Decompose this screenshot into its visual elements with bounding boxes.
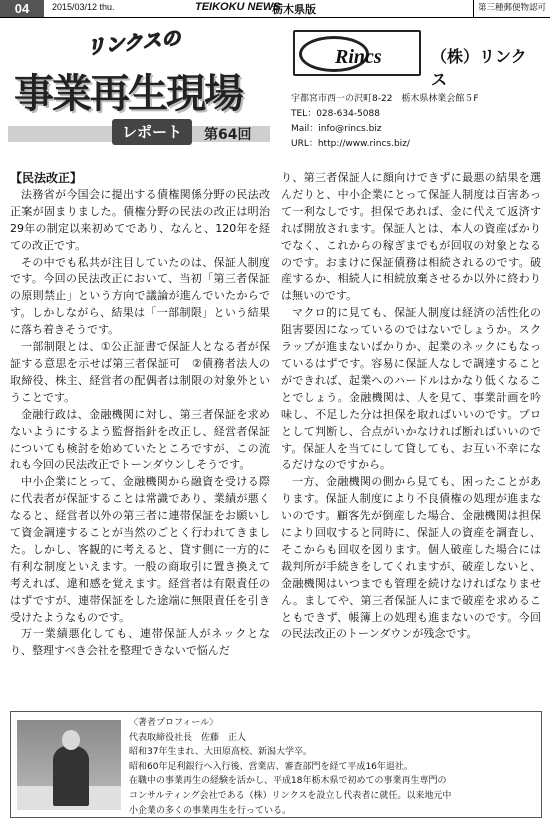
company-logo <box>293 30 421 76</box>
profile-text <box>129 716 537 818</box>
newspaper-name: TEIKOKU NEWS <box>195 1 281 13</box>
photo-head <box>62 730 80 750</box>
company-name: （株）リンクス <box>431 47 527 89</box>
page-header <box>0 0 550 18</box>
issue-date: 2015/03/12 thu. <box>52 2 115 12</box>
paragraph: その中でも私共が注目していたのは、保証人制度です。今回の民法改正において、当初「第三者保証の原則禁止」という方向で議論が進んでいたからです。しかしながら、結果は「一部制限」という結果に落ち着きそうです。 <box>10 255 270 337</box>
paragraph: 一方、金融機関の側から見ても、困ったことがあります。保証人制度により不良債権の処理が進まないのです。顧客先が倒産した場合、金融機関は担保により回収すると同時に、保証人の資産を調査し、そこからも回収を図ります。個人破産した場合には裁判所が手続きをしてくれますが、破産しないと、金融機関はいつまでも管理を続けなければなりません。ましてや、第三者保証人にまで破産を求めることもできず、帳簿上の処理も進まないのです。今回の民法改正のトーンダウンが残念です。 <box>281 475 541 641</box>
author-profile <box>10 711 542 818</box>
profile-line: 在職中の事業再生の経験を活かし、平成18年栃木県で初めての事業再生専門の <box>129 776 447 787</box>
paragraph: 一部制限とは、①公正証書で保証人となる者が保証する意思を示せば第三者保証可 ②債務者法人の取締役、株主、経営者の配偶者は制限の対象外ということです。 <box>10 340 270 404</box>
profile-line: 代表取締役社長 佐藤 正人 <box>129 732 247 743</box>
company-mail: Mail：info@rincs.biz <box>291 124 382 134</box>
edition-label: 栃木県版 <box>272 3 316 16</box>
company-address: 宇都宮市西一の沢町8-22 栃木県林業会館５F <box>291 94 479 104</box>
banner-issue-number: 第64回 <box>204 127 252 143</box>
banner-report-label: レポート <box>112 119 192 145</box>
company-tel: TEL：028-634-5088 <box>291 109 380 119</box>
paragraph: 万一業績悪化しても、連帯保証人がネックとなり、整理すべき会社を整理できないで悩んだ <box>10 627 270 658</box>
company-box <box>281 24 541 164</box>
profile-line: 昭和37年生まれ、大田原高校、新潟大学卒。 <box>129 747 312 758</box>
author-photo <box>17 720 121 810</box>
column-banner <box>8 24 270 156</box>
paragraph: マクロ的に見ても、保証人制度は経済の活性化の阻害要因になっているのではないでしょうか。スクラップが進まないばかりか、起業のネックにもなっているはずです。容易に保証人なしで調達することができれば、起業へのハードルはかなり低くなることでしょう。金融機関は、人を見て、事業計画を吟味し、不足した分は担保を取ればいいのです。プロとして判断し、合点がいかなければ断ればいいのです。保証人を当てにして貸しても、お互い不幸になるだけなのですから。 <box>281 306 541 472</box>
profile-line: 昭和60年足利銀行へ入行後、営業店、審査部門を経て平成16年退社。 <box>129 761 413 772</box>
banner-subtitle: リンクスの <box>85 27 182 59</box>
photo-person <box>53 746 89 806</box>
paragraph: 中小企業にとって、金融機関から融資を受ける際に代表者が保証することは常識であり、業績が悪くなると、経営者以外の第三者に連帯保証をお願いして資金調達することが当然のごとく行われてきました。しかし、客観的に考えると、貸す側に一方的に有利な制度といえます。一般の商取引に置き換えて考えれば、違和感を覚えます。経営者は有限責任のはずですが、連帯保証をした途端に無限責任を引き受けたようなものです。 <box>10 475 270 624</box>
page-number: 04 <box>0 0 44 17</box>
profile-line: 小企業の多くの事業再生を行っている。 <box>129 805 292 816</box>
article-column-2 <box>281 170 541 643</box>
article-column-1 <box>10 170 270 660</box>
paragraph: 金融行政は、金融機関に対し、第三者保証を求めないようにするよう監督指針を改正し、経営者保証についても検討を始めていたところですが、この流れも今回の民法改正でトーンダウンしそうです。 <box>10 407 270 472</box>
article-heading: 【民法改正】 <box>10 171 83 185</box>
paragraph: 法務省が今国会に提出する債権関係分野の民法改正案が固まりました。債権分野の民法の改正は明治29年の制定以来初めてであり、なんと、120年を経ての改正です。 <box>10 187 270 252</box>
profile-line: コンサルティング会社である（株）リンクスを設立し代表者に就任。以来地元中 <box>129 790 452 801</box>
banner-title: 事業再生現場 <box>14 70 242 117</box>
postal-permit: 第三種郵便物認可 <box>473 0 550 17</box>
company-contact <box>291 92 479 152</box>
company-url: URL：http://www.rincs.biz/ <box>291 139 410 149</box>
profile-heading: 〈著者プロフィール〉 <box>129 718 219 728</box>
logo-text: Rincs <box>335 46 382 68</box>
paragraph: り、第三者保証人に顔向けできずに最悪の結果を選んだりと、中小企業にとって保証人制度は百害あって一利なしです。担保であれば、金に代えて返済すれば開放されます。保証人とは、本人の資産ばかりでなく、これからの稼ぎまでもが回収の対象となるのです。おまけに保証債務は相続されるのです。破産するか、相続人に相続放棄させるか以外に終わりは無いのです。 <box>281 171 541 303</box>
